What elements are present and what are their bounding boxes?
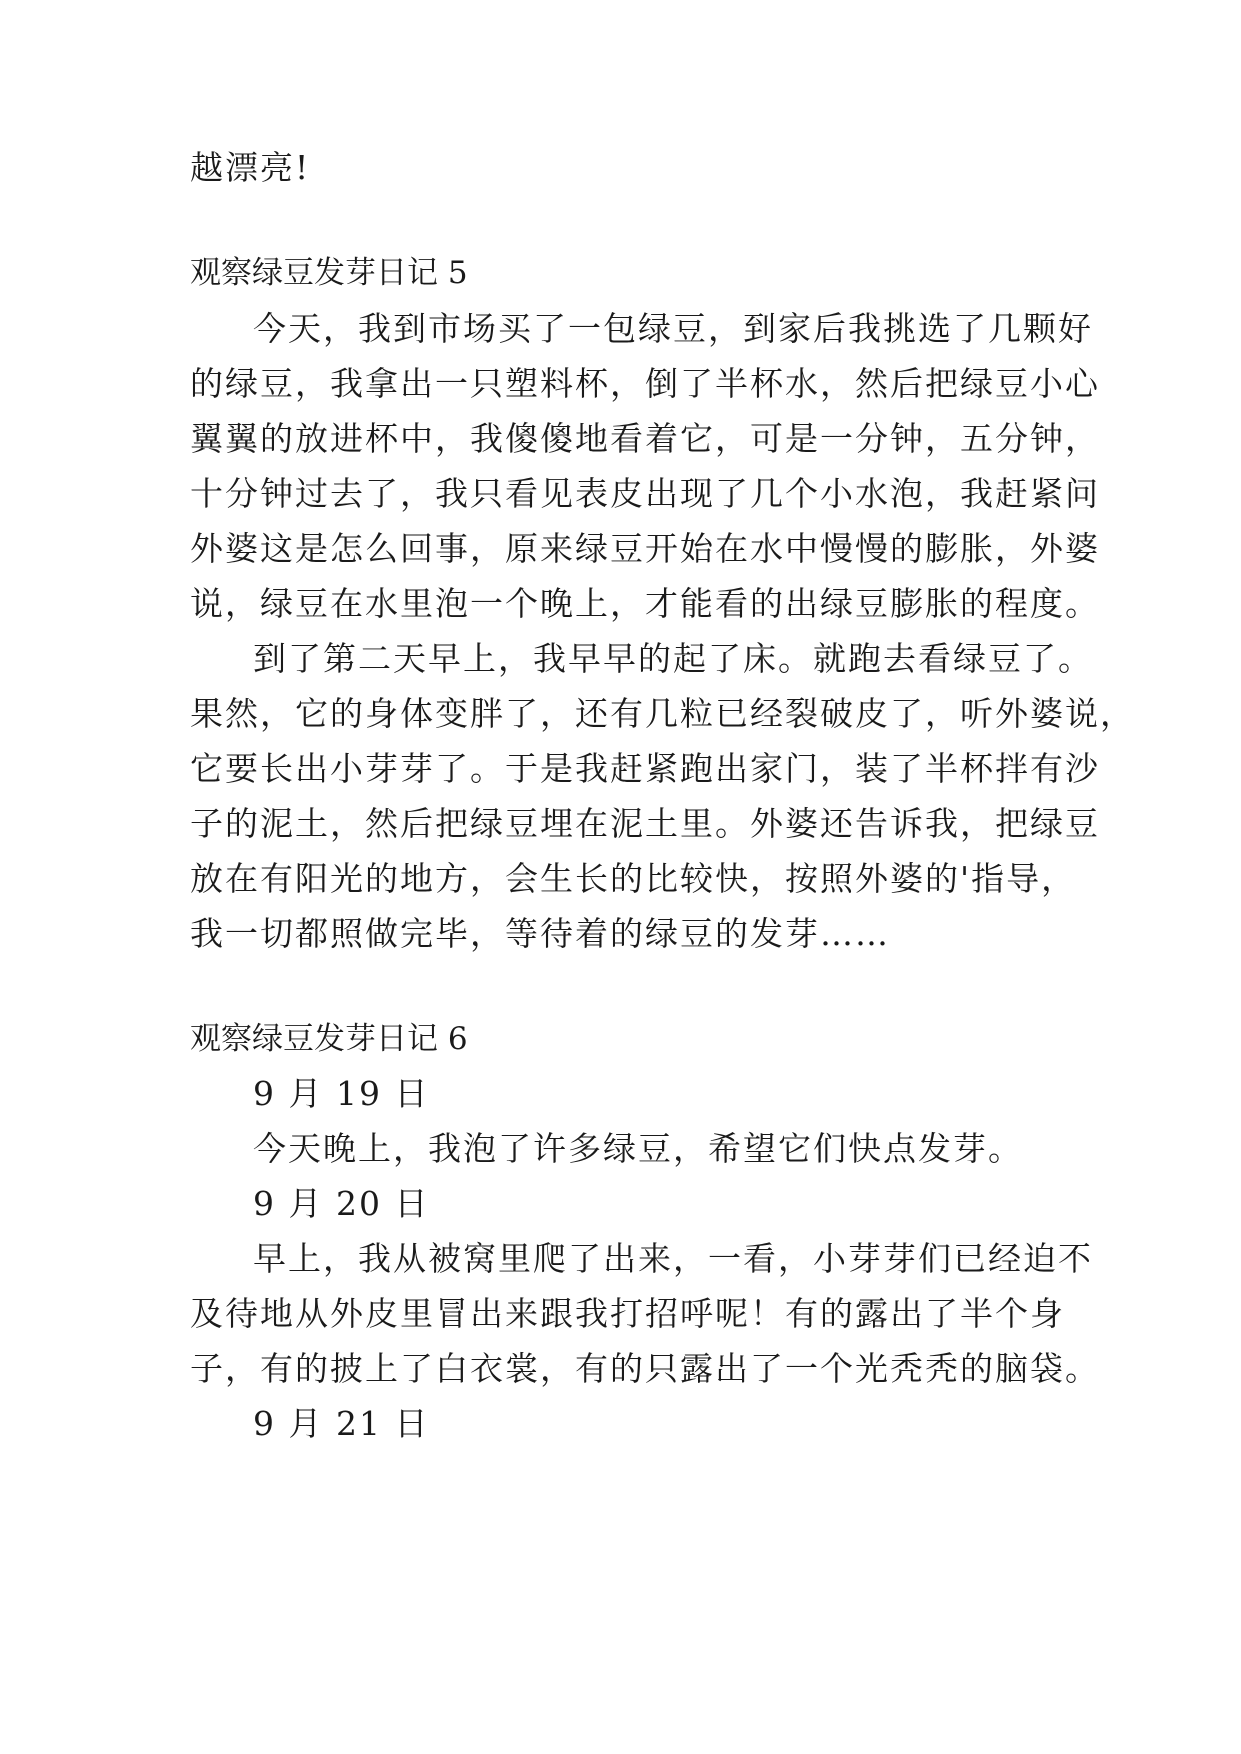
continued-text-line: 越漂亮!	[190, 148, 311, 187]
diary-5-p1-line-3: 翼翼的放进杯中，我傻傻地看着它，可是一分钟，五分钟，	[190, 419, 1100, 458]
diary-5-p1-line-5: 外婆这是怎么回事，原来绿豆开始在水中慢慢的膨胀，外婆	[190, 529, 1100, 568]
diary-6-title: 观察绿豆发芽日记 6	[190, 1021, 468, 1057]
diary-5-p2-line-2: 果然，它的身体变胖了，还有几粒已经裂破皮了，听外婆说，	[190, 694, 1135, 733]
diary-5-p2-line-5: 放在有阳光的地方，会生长的比较快，按照外婆的'指导，	[190, 859, 1077, 898]
diary-5-p1-line-6: 说，绿豆在水里泡一个晚上，才能看的出绿豆膨胀的程度。	[190, 584, 1100, 623]
diary-6-date-3: 9 月 21 日	[253, 1404, 430, 1443]
diary-6-entry-1: 今天晚上，我泡了许多绿豆，希望它们快点发芽。	[253, 1129, 1023, 1168]
diary-6-date-1: 9 月 19 日	[253, 1074, 430, 1113]
diary-5-p1-line-1: 今天，我到市场买了一包绿豆，到家后我挑选了几颗好	[253, 309, 1093, 348]
diary-5-p2-line-1: 到了第二天早上，我早早的起了床。就跑去看绿豆了。	[253, 639, 1093, 678]
diary-6-entry-2-line-2: 及待地从外皮里冒出来跟我打招呼呢！有的露出了半个身	[190, 1294, 1065, 1333]
diary-5-title: 观察绿豆发芽日记 5	[190, 255, 468, 291]
diary-5-p2-line-4: 子的泥土，然后把绿豆埋在泥土里。外婆还告诉我，把绿豆	[190, 804, 1100, 843]
diary-6-entry-2-line-3: 子，有的披上了白衣裳，有的只露出了一个光秃秃的脑袋。	[190, 1349, 1100, 1388]
diary-5-p1-line-2: 的绿豆，我拿出一只塑料杯，倒了半杯水，然后把绿豆小心	[190, 364, 1100, 403]
diary-6-date-2: 9 月 20 日	[253, 1184, 430, 1223]
diary-6-entry-2-line-1: 早上，我从被窝里爬了出来，一看，小芽芽们已经迫不	[253, 1239, 1093, 1278]
diary-5-p2-line-6: 我一切都照做完毕，等待着的绿豆的发芽……	[190, 914, 890, 953]
diary-5-p1-line-4: 十分钟过去了，我只看见表皮出现了几个小水泡，我赶紧问	[190, 474, 1100, 513]
diary-5-p2-line-3: 它要长出小芽芽了。于是我赶紧跑出家门，装了半杯拌有沙	[190, 749, 1100, 788]
